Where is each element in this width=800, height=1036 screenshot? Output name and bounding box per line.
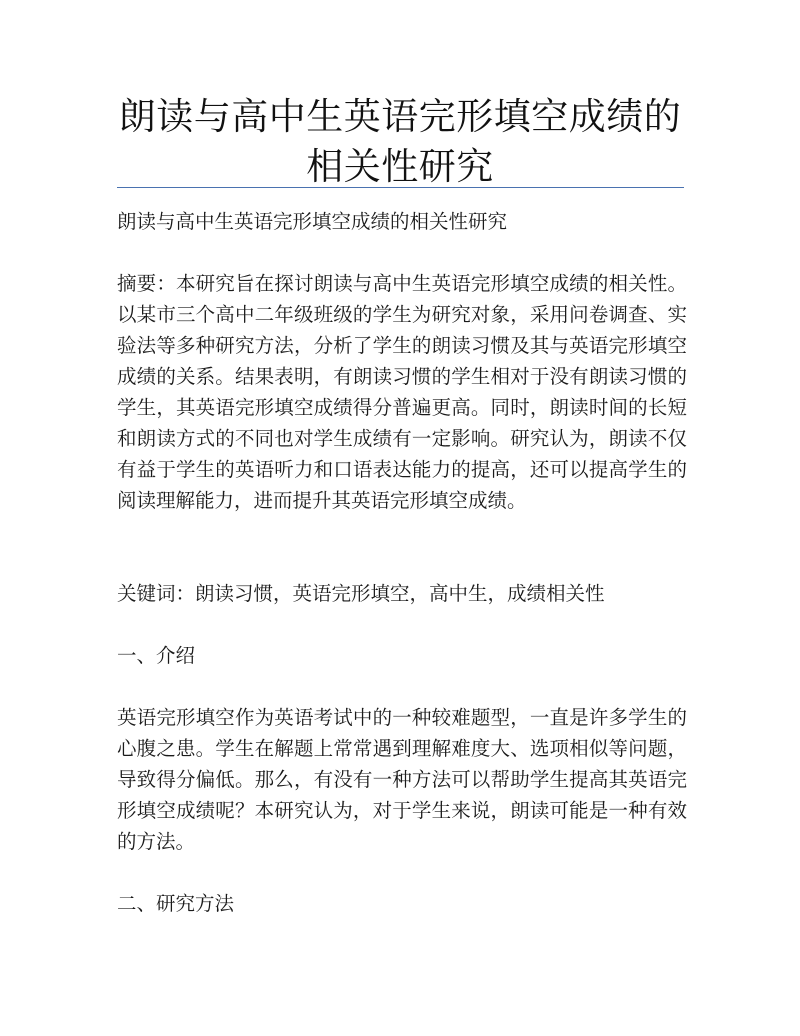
document-subtitle: 朗读与高中生英语完形填空成绩的相关性研究 bbox=[117, 210, 508, 233]
document-title: 朗读与高中生英语完形填空成绩的相关性研究 bbox=[118, 95, 682, 188]
introduction-paragraph: 英语完形填空作为英语考试中的一种较难题型，一直是许多学生的心腹之患。学生在解题上常常遇到理解难度大、选项相似等问题，导致得分偏低。那么，有没有一种方法可以帮助学生提高其英语完形填空成绩呢？本研究认为，对于学生来说，朗读可能是一种有效的方法。 bbox=[117, 706, 687, 853]
section-heading-methods: 二、研究方法 bbox=[117, 892, 235, 915]
title-divider bbox=[117, 187, 684, 188]
keywords-line: 关键词：朗读习惯，英语完形填空，高中生，成绩相关性 bbox=[117, 582, 605, 605]
abstract-paragraph: 摘要：本研究旨在探讨朗读与高中生英语完形填空成绩的相关性。以某市三个高中二年级班级的学生为研究对象，采用问卷调查、实验法等多种研究方法，分析了学生的朗读习惯及其与英语完形填空成绩的关系。结果表明，有朗读习惯的学生相对于没有朗读习惯的学生，其英语完形填空成绩得分普遍更高。同时，朗读时间的长短和朗读方式的不同也对学生成绩有一定影响。研究认为，朗读不仅有益于学生的英语听力和口语表达能力的提高，还可以提高学生的阅读理解能力，进而提升其英语完形填空成绩。 bbox=[117, 272, 687, 512]
section-heading-introduction: 一、介绍 bbox=[117, 644, 196, 667]
